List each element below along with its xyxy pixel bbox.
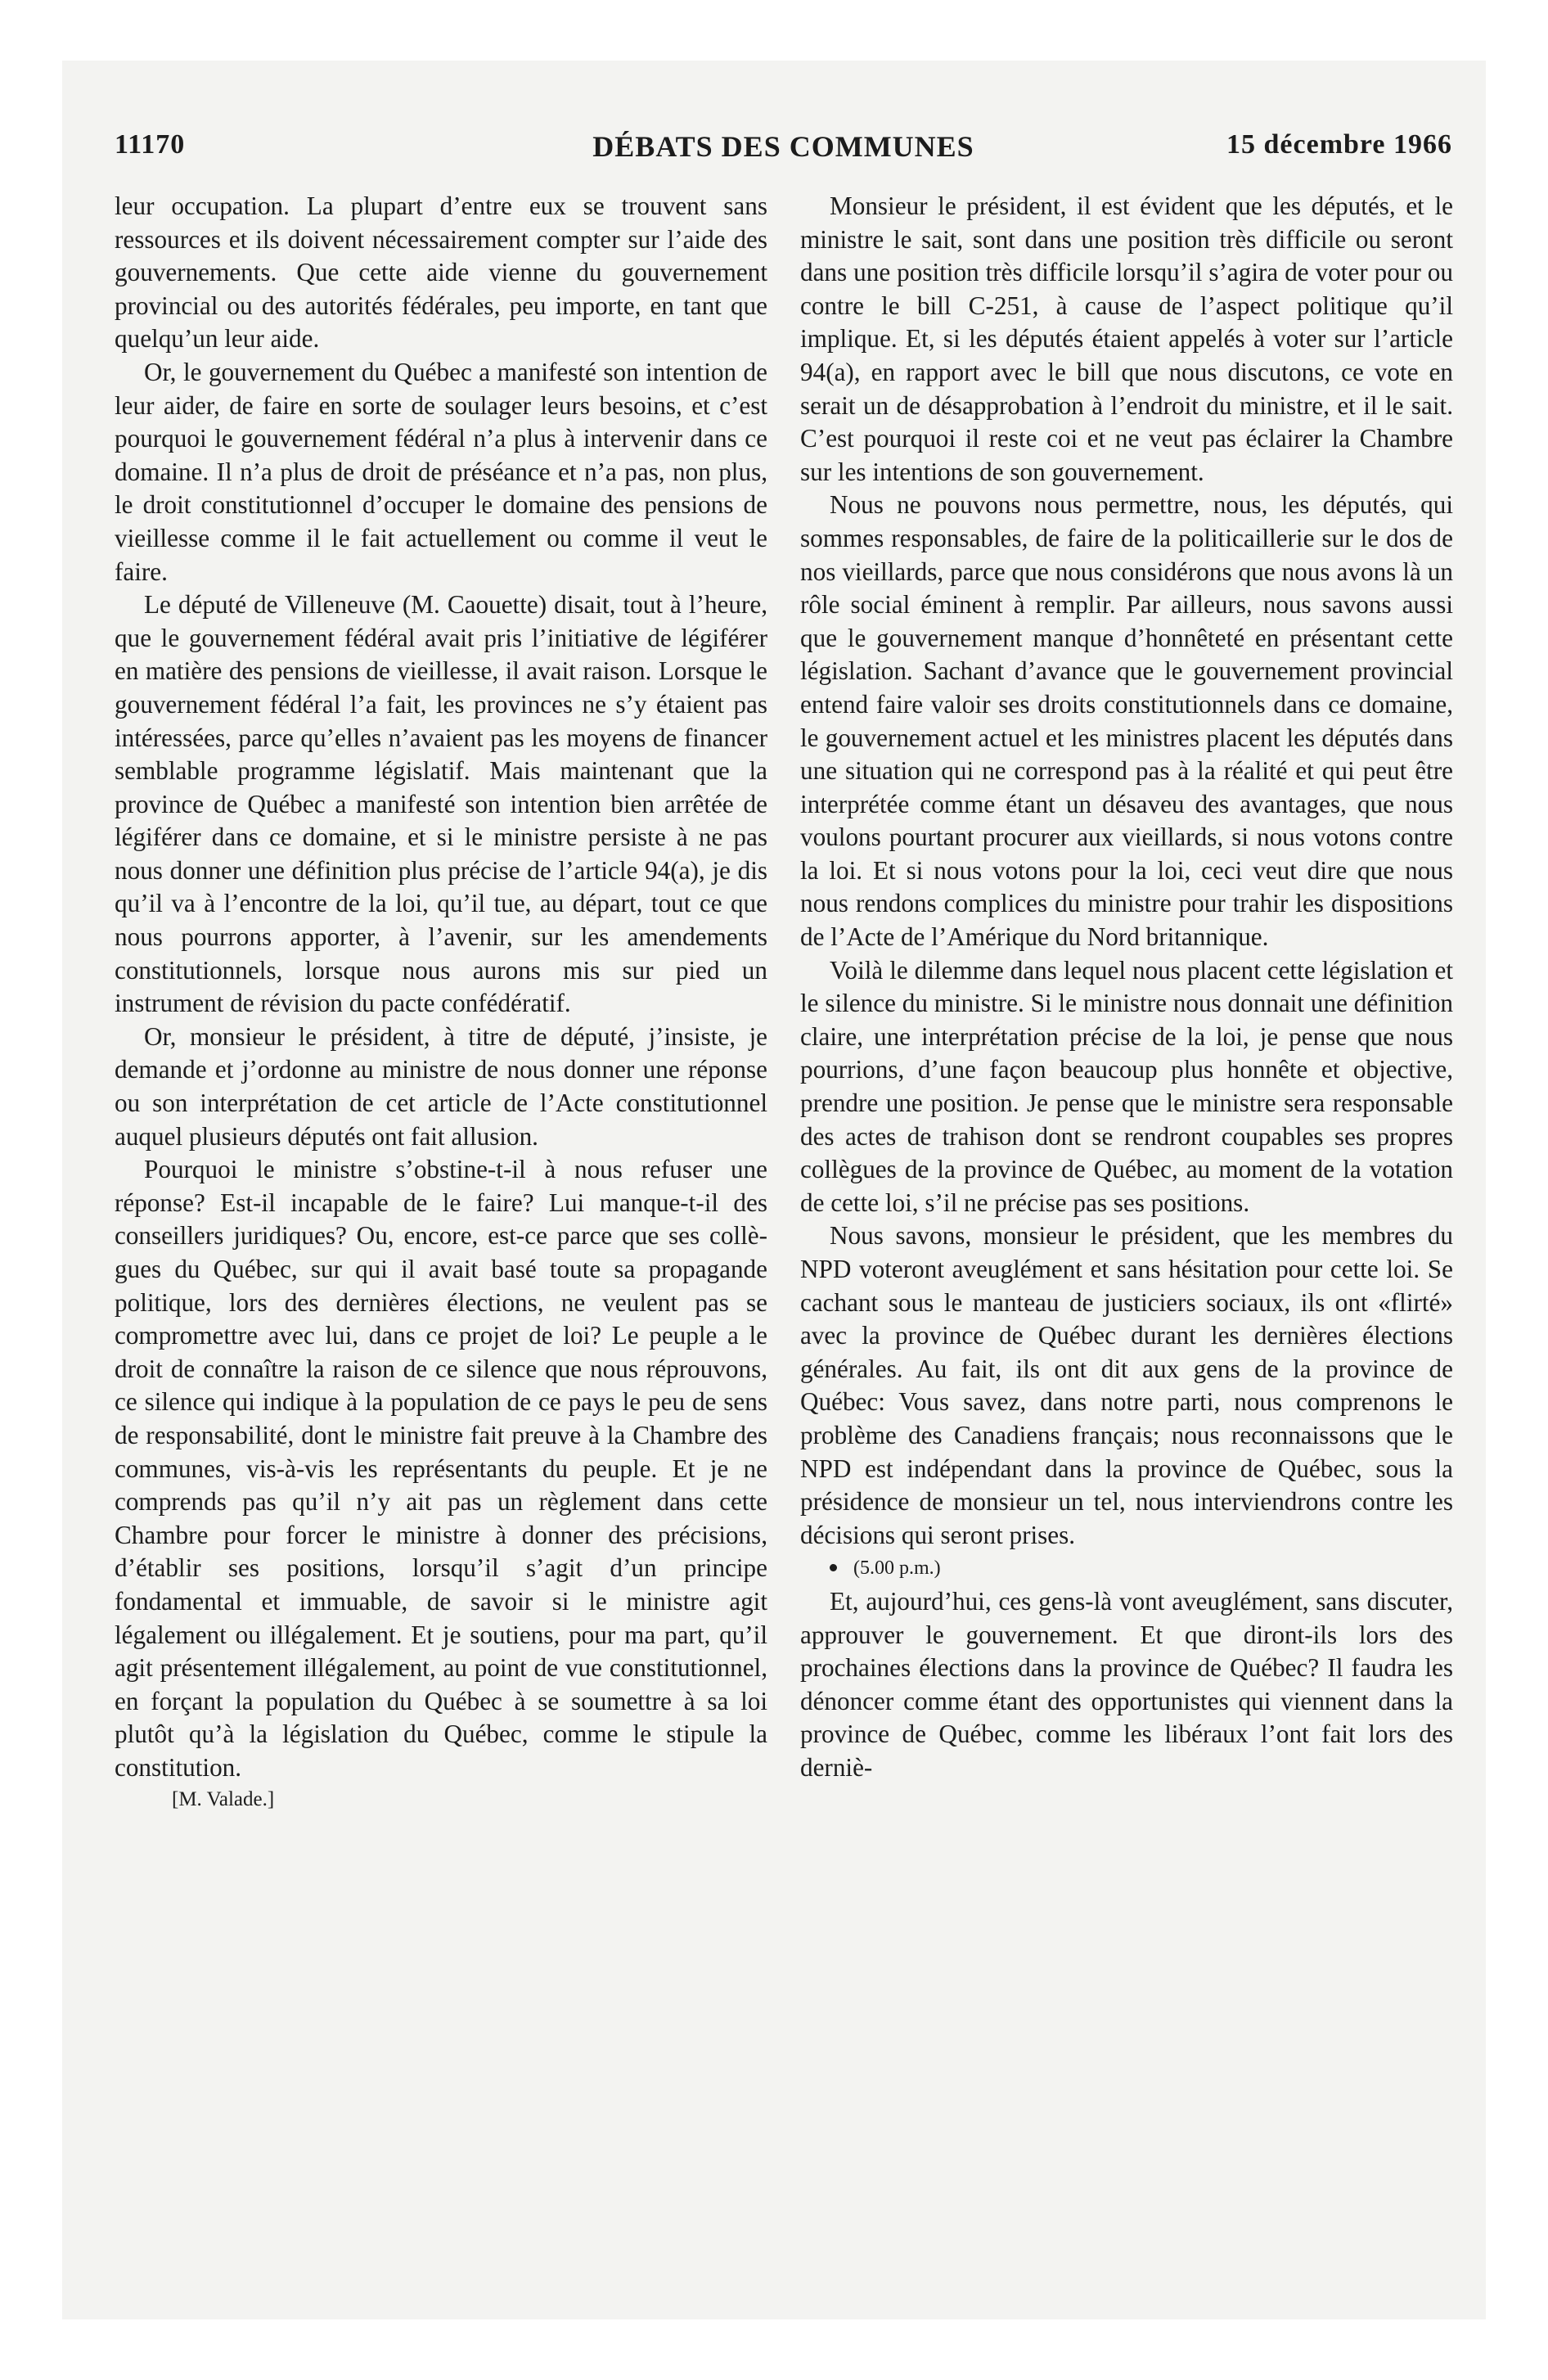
timestamp-text: (5.00 p.m.) — [853, 1557, 941, 1580]
paragraph: Nous savons, monsieur le président, que les membres du NPD voteront aveuglément et sans hésitation pour cette loi. Se cachant sous le manteau de justiciers sociaux, ils ont «flirté» avec la province de Québec durant les dernières élections générales. Au fait, ils ont dit aux gens de la province de Québec: Vous savez, dans notre parti, nous comprenons le problème des Canadiens français; nous reconnaissons que le NPD est indépendant dans la province de Québec, sous la présidence de monsieur un tel, nous interviendrons contre les décisions qui seront prises. — [800, 1221, 1453, 1549]
right-column — [800, 190, 1453, 1785]
paragraph: Le député de Villeneuve (M. Caouette) disait, tout à l’heure, que le gouvernement fédéral avait pris l’initiative de légiférer en matière des pensions de vieillesse, il avait raison. Lorsque le gouvernement fédéral l’a fait, les provinces ne s’y étaient pas intéressées, parce qu’elles n’avaient pas les moyens de financer semblable programme législatif. Mais maintenant que la province de Québec a manifesté son intention bien arrêtée de légiférer dans ce domaine, et si le ministre persiste à ne pas nous donner une définition plus précise de l’article 94(a), je dis qu’il va à l’encontre de la loi, qu’il tue, au départ, tout ce que nous pourrons apporter, à l’avenir, sur les amendements constitutionnels, lorsque nous aurons mis sur pied un instrument de révision du pacte confédératif. — [115, 590, 767, 1018]
paragraph: Et, aujourd’hui, ces gens-là vont aveuglément, sans discuter, approuver le gouvernement. Et que diront-ils lors des prochaines élections dans la province de Québec? Il faudra les dénoncer comme étant des opportunistes qui viennent dans la province de Québec, comme les libéraux l’ont fait lors des derniè- — [800, 1586, 1453, 1782]
left-column — [115, 190, 767, 1814]
paragraph: Pourquoi le ministre s’obstine-t-il à nous refuser une réponse? Est-il incapable de le faire? Lui manque-t-il des conseillers juridiques? Ou, encore, est-ce parce que ses collègues du Québec, sur qui il avait basé toute sa propagande politique, lors des dernières élections, ne veulent pas se compromettre avec lui, dans ce projet de loi? Le peuple a le droit de connaître la raison de ce silence que nous réprouvons, ce silence qui indique à la population de ce pays le peu de sens de responsabilité, dont le ministre fait preuve à la Chambre des communes, vis-à-vis les représentants du peuple. Et je ne comprends pas qu’il n’y ait pas un règlement dans cette Chambre pour forcer le ministre à donner des précisions, d’établir ses positions, lorsqu’il s’agit d’un principe fondamental et immuable, de savoir si le ministre agit légalement ou illégalement. Et je soutiens, pour ma part, qu’il agit présentement illégalement, au point de vue constitutionnel, en forçant la population du Québec à se soumettre à sa loi plutôt qu’à la législation du Québec, comme le stipule la constitution. — [115, 1155, 767, 1782]
paragraph: Voilà le dilemme dans lequel nous placent cette législation et le silence du ministre. Si le ministre nous donnait une définition claire, une interprétation précise de la loi, je pense que nous pourrions, d’une façon beaucoup plus honnête et objective, prendre une position. Je pense que le ministre sera responsable des actes de trahison dont se rendront coupables ses propres collègues de la province de Québec, au moment de la votation de cette loi, s’il ne précise pas ses positions. — [800, 955, 1453, 1217]
timestamp-marker — [800, 1552, 1453, 1585]
paragraph: leur occupation. La plupart d’entre eux se trouvent sans ressources et ils doivent nécessairement compter sur l’aide des gouvernements. Que cette aide vienne du gouvernement provincial ou des autorités fédérales, peu importe, en tant que quelqu’un leur aide. — [115, 192, 767, 354]
paragraph: Nous ne pouvons nous permettre, nous, les députés, qui sommes responsables, de faire de la politicaillerie sur le dos de nos vieillards, parce que nous considérons que nous avons là un rôle social éminent à remplir. Par ailleurs, nous savons aussi que le gouvernement manque d’honnêteté en présentant cette législation. Sachant d’avance que le gouvernement provincial entend faire valoir ses droits constitutionnels dans ce domaine, le gouvernement actuel et les ministres placent les députés dans une situation qui ne correspond pas à la réalité et qui peut être interprétée comme étant un désaveu des avantages, que nous voulons pourtant procurer aux vieillards, si nous votons contre la loi. Et si nous votons pour la loi, ceci veut dire que nous nous rendons complices du ministre pour trahir les dispositions de l’Acte de l’Amérique du Nord britannique. — [800, 490, 1453, 952]
paragraph: Or, le gouvernement du Québec a manifesté son intention de leur aider, de faire en sorte de soulager leurs besoins, et c’est pourquoi le gouvernement fédéral n’a plus à intervenir dans ce domaine. Il n’a plus de droit de préséance et n’a pas, non plus, le droit constitutionnel d’occuper le domaine des pensions de vieillesse comme il le fait actuellement ou comme il veut le faire. — [115, 357, 767, 586]
paragraph: Monsieur le président, il est évident que les députés, et le ministre le sait, sont dans une position très difficile ou seront dans une position très difficile lorsqu’il s’agira de voter pour ou contre le bill C-251, à cause de l’aspect politique qu’il implique. Et, si les députés étaient appelés à voter sur l’article 94(a), en rapport avec le bill que nous discutons, ce vote en serait un de désapprobation à l’endroit du ministre, et il le sait. C’est pourquoi il reste coi et ne veut pas éclairer la Chambre sur les intentions de son gouvernement. — [800, 192, 1453, 486]
page-number: 11170 — [115, 129, 186, 160]
publication-title: DÉBATS DES COMMUNES — [592, 130, 974, 163]
running-header — [115, 129, 1452, 169]
header-date: 15 décembre 1966 — [1226, 129, 1452, 160]
paragraph: Or, monsieur le président, à titre de député, j’insiste, je demande et j’ordonne au ministre de nous donner une réponse ou son interprétation de cet article de l’Acte constitutionnel auquel plusieurs députés ont fait allusion. — [115, 1021, 767, 1151]
bullet-icon — [830, 1564, 837, 1571]
speaker-tag: [M. Valade.] — [172, 1787, 275, 1810]
